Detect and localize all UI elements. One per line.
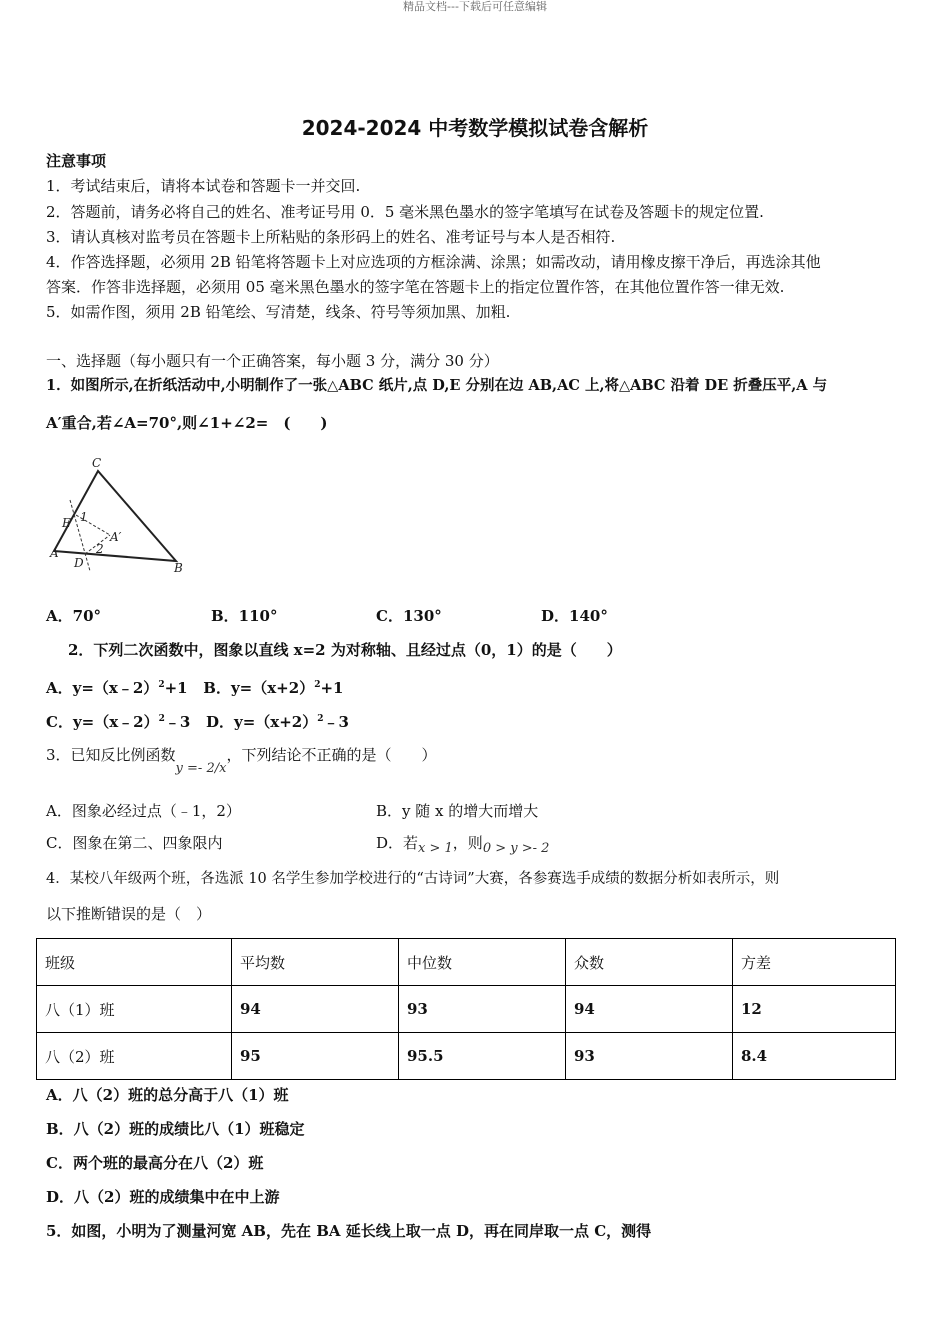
q2-option-a: A．y=（x﹣2） [46,679,159,697]
label-b: B [174,561,183,575]
triangle-fold-figure [46,455,196,580]
page-title: 2024-2024 中考数学模拟试卷含解析 [301,116,649,140]
q3-option-d-condition: x > 1 [418,841,453,856]
table-cell-class: 八（2）班 [37,1033,232,1080]
notice-item-5: 5．如需作图，须用 2B 铅笔绘、写清楚，线条、符号等须加黑、加粗. [46,303,511,321]
q4-option-b: B．八（2）班的成绩比八（1）班稳定 [46,1120,305,1138]
table-header-cell: 方差 [733,939,896,986]
label-d: D [74,556,84,570]
q1-option-a: A．70° [46,607,102,625]
table-header-cell: 中位数 [399,939,566,986]
q2-option-d-tail: ﹣3 [323,713,349,731]
question-4-line-1: 4．某校八年级两个班，各选派 10 名学生参加学校进行的“古诗词”大赛，各参赛选手成绩的数据分析如表所示，则 [46,871,780,887]
question-1-line-2: A′重合,若∠A=70°,则∠1+∠2= ( ) [46,414,328,432]
question-1-line-1: 1．如图所示,在折纸活动中,小明制作了一张△ABC 纸片,点 D,E 分别在边 AB,AC 上,将△ABC 沿着 DE 折叠压平,A 与 [46,377,828,394]
label-angle-1: 1 [80,510,88,524]
table-cell-median: 93 [399,986,566,1033]
q2-option-b: B．y=（x+2） [203,679,315,697]
q2-options-cd [46,709,349,732]
question-5-line-1: 5．如图，小明为了测量河宽 AB，先在 BA 延长线上取一点 D，再在同岸取一点 C，测得 [46,1222,652,1240]
table-cell-variance: 8.4 [733,1033,896,1080]
table-cell-median: 95.5 [399,1033,566,1080]
label-angle-2: 2 [96,542,104,556]
q3-option-a: A．图象必经过点（﹣1，2） [46,802,241,820]
table-cell-mean: 94 [232,986,399,1033]
q4-option-c: C．两个班的最高分在八（2）班 [46,1154,264,1172]
table-cell-mode: 94 [566,986,733,1033]
q3-stem-pre: 3．已知反比例函数 [46,746,176,764]
table-cell-mode: 93 [566,1033,733,1080]
table-header-cell: 平均数 [232,939,399,986]
q2-option-c-exponent: 2 [158,714,165,724]
table-header-row [37,939,896,986]
notice-item-2: 2．答题前，请务必将自己的姓名、准考证号用 0．5 毫米黑色墨水的签字笔填写在试卷及答题卡的规定位置. [46,203,764,221]
q1-option-d: D．140° [541,607,608,625]
notice-item-1: 1．考试结束后，请将本试卷和答题卡一并交回. [46,177,361,195]
q2-option-c: C．y=（x﹣2） [46,713,159,731]
q3-option-d-mid: ，则 [452,834,483,852]
q1-option-c: C．130° [376,607,442,625]
q2-option-b-exponent: 2 [314,680,321,690]
q2-option-c-tail: ﹣3 [164,713,191,731]
q3-option-c: C．图象在第二、四象限内 [46,834,223,852]
q2-option-d: D．y=（x+2） [205,713,318,731]
q2-option-a-tail: +1 [164,679,188,697]
table-header-cell: 班级 [37,939,232,986]
question-4-line-2: 以下推断错误的是（ ） [46,905,212,923]
section-heading: 一、选择题（每小题只有一个正确答案，每小题 3 分，满分 30 分） [46,352,499,370]
q1-option-b: B．110° [211,607,278,625]
q4-option-a: A．八（2）班的总分高于八（1）班 [46,1086,289,1104]
score-analysis-table [36,938,896,1080]
notice-item-3: 3．请认真核对监考员在答题卡上所粘贴的条形码上的姓名、准考证号与本人是否相符. [46,228,616,246]
q3-option-d-result: 0 > y >- 2 [482,841,550,856]
label-e: E [62,516,71,530]
table-row [37,986,896,1033]
q2-options-ab [46,675,343,698]
notice-item-4: 4．作答选择题，必须用 2B 铅笔将答题卡上对应选项的方框涂满、涂黑；如需改动，请用橡皮擦干净后，再选涂其他 [46,253,821,271]
q3-option-b: B．y 随 x 的增大而增大 [376,802,539,820]
q3-option-d [376,833,549,855]
q2-option-a-exponent: 2 [158,680,165,690]
label-c: C [92,456,102,470]
watermark: 精品文档---下载后可任意编辑 [403,0,547,13]
table-row [37,1033,896,1080]
table-cell-variance: 12 [733,986,896,1033]
table-cell-mean: 95 [232,1033,399,1080]
label-a-prime: A′ [110,530,122,544]
question-3-stem [46,745,437,776]
q3-formula: y =- 2/x [175,761,227,776]
table-header-cell: 众数 [566,939,733,986]
q2-option-b-tail: +1 [320,679,344,697]
notice-heading: 注意事项 [46,152,107,170]
q3-option-d-pre: D．若 [376,834,419,852]
q4-option-d: D．八（2）班的成绩集中在中上游 [46,1188,280,1206]
q3-stem-post: ，下列结论不正确的是（ ） [226,746,437,764]
question-2-stem: 2．下列二次函数中，图象以直线 x=2 为对称轴、且经过点（0，1）的是（ ） [68,641,622,659]
notice-item-4-cont: 答案．作答非选择题，必须用 05 毫米黑色墨水的签字笔在答题卡上的指定位置作答，在其他位置作答一律无效. [46,278,785,296]
q2-option-d-exponent: 2 [317,714,324,724]
table-cell-class: 八（1）班 [37,986,232,1033]
label-a: A [50,546,59,560]
